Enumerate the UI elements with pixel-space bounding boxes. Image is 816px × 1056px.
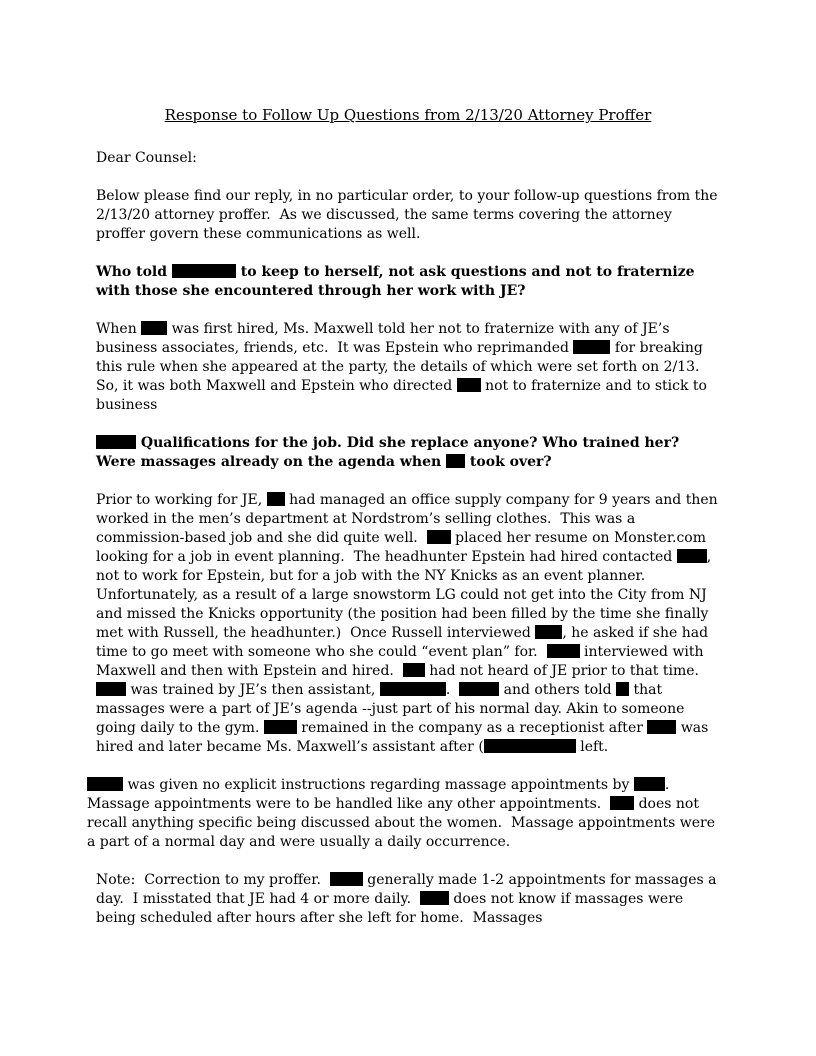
text-run: Note: Correction to my proffer. bbox=[96, 872, 330, 888]
text-run: for breaking this rule when she appeared at the party, the details of which were set forth on 2/13. So, it was both Maxwell and Epstein who directed bbox=[96, 340, 709, 394]
text-run: had managed an office supply company for 9 years and then worked in the men’s department at Nordstrom’s selling clothes. This was a commission-based job and she did quite well. bbox=[96, 492, 723, 546]
text-run: had not heard of JE prior to that time. bbox=[424, 663, 708, 679]
redaction-box bbox=[330, 872, 363, 886]
document-body bbox=[87, 149, 723, 928]
redaction-box bbox=[484, 739, 576, 753]
redaction-box bbox=[677, 549, 707, 563]
redaction-box bbox=[647, 720, 676, 734]
redaction-box bbox=[457, 378, 481, 392]
paragraph bbox=[96, 491, 723, 757]
redaction-box bbox=[403, 663, 425, 677]
paragraph bbox=[87, 776, 720, 852]
paragraph bbox=[96, 187, 720, 244]
text-run: . Massage appointments were to be handled like any other appointments. bbox=[87, 777, 674, 812]
greeting-line bbox=[96, 149, 720, 168]
text-run: Below please find our reply, in no particular order, to your follow-up questions from the 2/13/20 attorney proffer. As we discussed, the same terms covering the attorney proffer govern these communications as well. bbox=[96, 188, 722, 242]
text-run: , he asked if she had time to go meet with someone who she could “event plan” for. bbox=[96, 625, 713, 660]
text-run: placed her resume on Monster.com looking for a job in event planning. The headhunter Epstein had hired contacted bbox=[96, 530, 711, 565]
redaction-box bbox=[446, 454, 465, 468]
paragraph bbox=[96, 871, 720, 928]
document-title: Response to Follow Up Questions from 2/13/20 Attorney Proffer bbox=[164, 106, 652, 124]
text-run: was hired and later became Ms. Maxwell’s assistant after ( bbox=[96, 720, 713, 755]
redaction-box bbox=[616, 682, 629, 696]
redaction-box bbox=[264, 720, 297, 734]
redaction-box bbox=[96, 435, 136, 449]
text-run: left. bbox=[575, 739, 609, 755]
text-run: generally made 1-2 appointments for massages a day. I misstated that JE had 4 or more daily. bbox=[96, 872, 721, 907]
text-run: Dear Counsel: bbox=[96, 150, 197, 166]
redaction-box bbox=[535, 625, 562, 639]
redaction-box bbox=[420, 891, 449, 905]
redaction-box bbox=[610, 796, 634, 810]
text-run: remained in the company as a receptionist after bbox=[296, 720, 648, 736]
redaction-box bbox=[547, 644, 580, 658]
text-run: does not recall anything specific being discussed about the women. Massage appointments were a part of a normal day and were usually a daily occurrence. bbox=[87, 796, 720, 850]
redaction-box bbox=[634, 777, 665, 791]
text-run: was trained by JE’s then assistant, bbox=[126, 682, 380, 698]
question-paragraph bbox=[96, 263, 720, 301]
redaction-box bbox=[380, 682, 446, 696]
text-run: interviewed with Maxwell and then with Epstein and hired. bbox=[96, 644, 709, 679]
question-paragraph bbox=[96, 434, 720, 472]
redaction-box bbox=[172, 264, 236, 278]
text-run: that massages were a part of JE’s agenda --just part of his normal day. Akin to someone going daily to the gym. bbox=[96, 682, 689, 736]
text-run: Who told bbox=[96, 264, 172, 280]
text-run: and others told bbox=[499, 682, 617, 698]
text-run: does not know if massages were being scheduled after hours after she left for home. Massages bbox=[96, 891, 688, 926]
text-run: Qualifications for the job. Did she replace anyone? Who trained her? Were massages already on the agenda when bbox=[96, 435, 685, 470]
text-run: was given no explicit instructions regarding massage appointments by bbox=[123, 777, 634, 793]
text-run: Prior to working for JE, bbox=[96, 492, 267, 508]
text-run: took over? bbox=[465, 454, 552, 470]
text-run: not to fraternize and to stick to business bbox=[96, 378, 712, 413]
text-run: was first hired, Ms. Maxwell told her not to fraternize with any of JE’s business associates, friends, etc. It was Epstein who reprimanded bbox=[96, 321, 674, 356]
redaction-box bbox=[141, 321, 167, 335]
paragraph bbox=[96, 320, 720, 415]
redaction-box bbox=[87, 777, 123, 791]
text-run: , not to work for Epstein, but for a job with the NY Knicks as an event planner. Unfortunately, as a result of a large snowstorm LG could not get into the City from NJ and missed the Knicks opportunity (the position had been filled by the time she finally met with Russell, the headhunter.) Once Russell interviewed bbox=[96, 549, 716, 641]
redaction-box bbox=[96, 682, 126, 696]
redaction-box bbox=[427, 530, 451, 544]
text-run: . bbox=[445, 682, 460, 698]
text-run: to keep to herself, not ask questions and not to fraternize with those she encountered through her work with JE? bbox=[96, 264, 700, 299]
redaction-box bbox=[267, 492, 285, 506]
redaction-box bbox=[459, 682, 499, 696]
redaction-box bbox=[573, 340, 610, 354]
text-run: When bbox=[96, 321, 142, 337]
